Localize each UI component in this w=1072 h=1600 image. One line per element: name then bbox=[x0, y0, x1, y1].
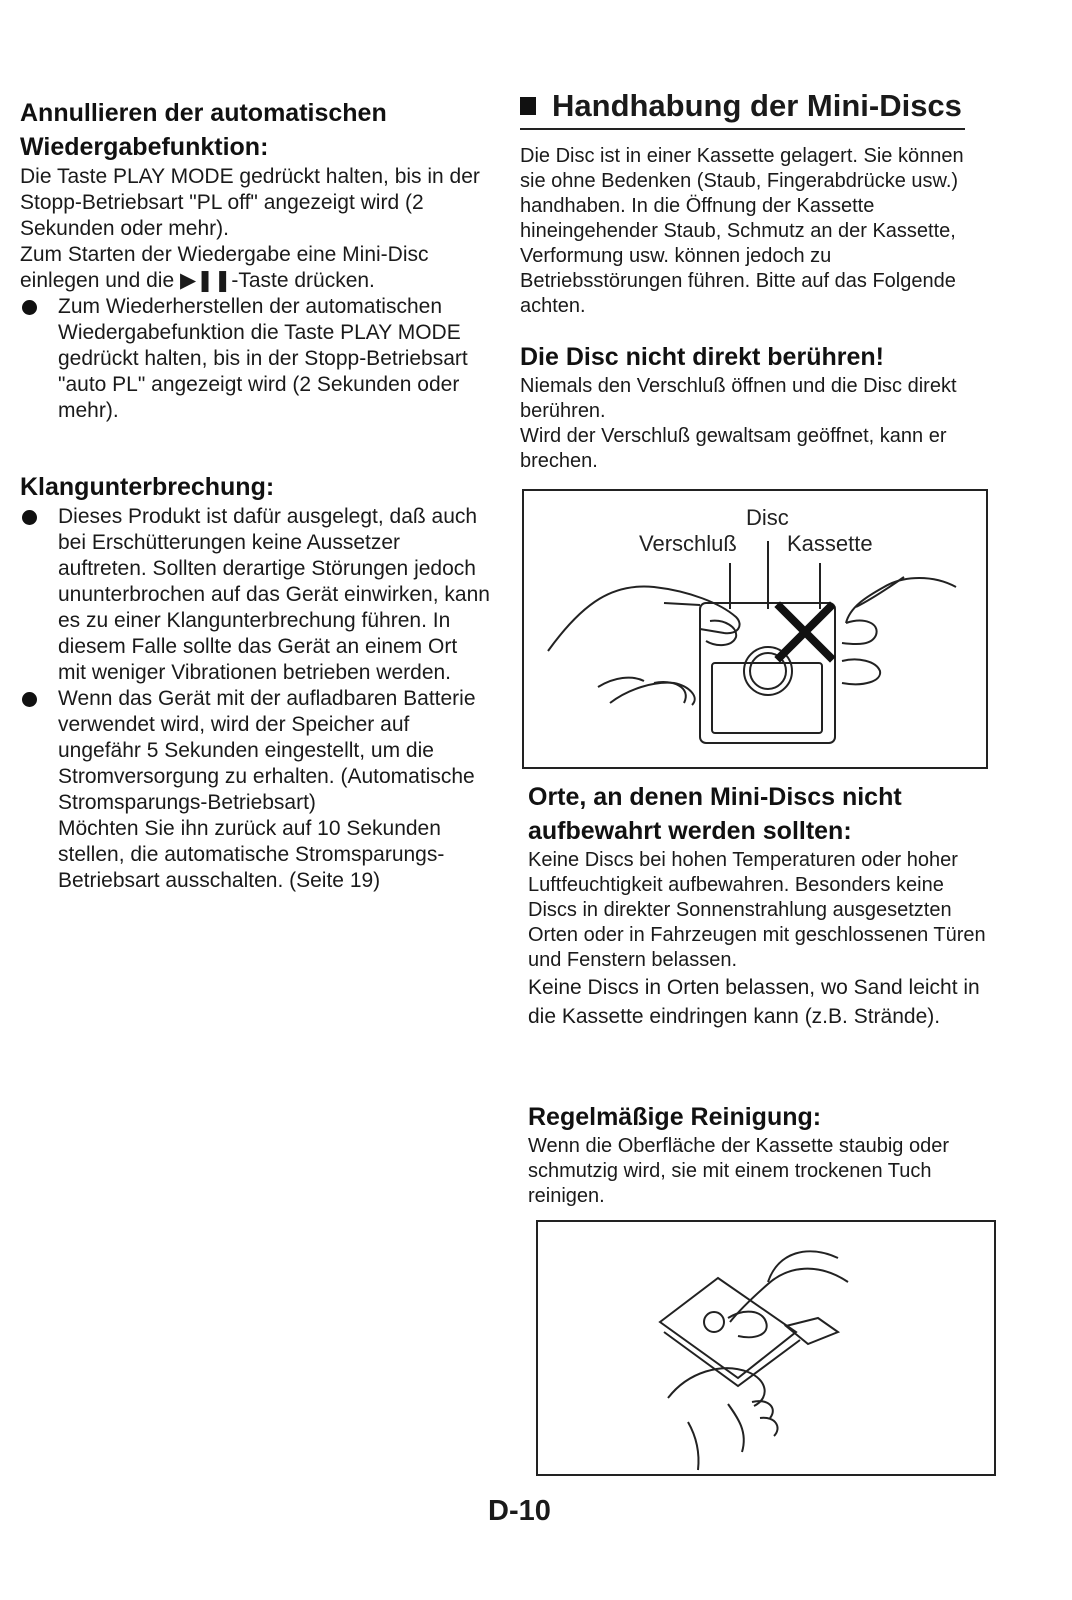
page-number: D-10 bbox=[488, 1495, 551, 1527]
main-heading bbox=[520, 86, 965, 130]
paragraph-shutter-break: Wird der Verschluß gewaltsam geöffnet, kann er brechen. bbox=[520, 425, 947, 472]
bullet-battery-continuation: Möchten Sie ihn zurück auf 10 Sekunden stellen, die automatische Stromsparungs-Betriebsart ausschalten. (Seite 19) bbox=[58, 817, 445, 892]
main-heading-wrap bbox=[520, 86, 965, 130]
play-pause-icon: ▶❚❚ bbox=[179, 269, 232, 292]
label-cassette: Kassette bbox=[787, 531, 873, 556]
bullet-restore-auto-play bbox=[20, 294, 490, 424]
start-playback-text-a: Zum Starten der Wiedergabe eine Mini-Disc einlegen und die bbox=[20, 243, 429, 292]
heading-storage-line1: Orte, an denen Mini-Discs nicht bbox=[528, 783, 902, 811]
heading-cancel-auto-play-line1: Annullieren der automatischen bbox=[20, 99, 387, 127]
section-storage-places bbox=[528, 780, 990, 1031]
paragraph-play-mode-hold: Die Taste PLAY MODE gedrückt halten, bis in der Stopp-Betriebsart "PL off" angezeigt wird (2 Sekunden oder mehr). bbox=[20, 165, 480, 240]
section-sound-interruption bbox=[20, 470, 490, 894]
paragraph-never-open: Niemals den Verschluß öffnen und die Disc direkt berühren. bbox=[520, 375, 957, 422]
paragraph-intro: Die Disc ist in einer Kassette gelagert. Sie können sie ohne Bedenken (Staub, Fingerabdrücke usw.) handhaben. In die Öffnung der Kassette hineingehender Staub, Schmutz an der Kassette, Verformung usw. können jedoch zu Betriebsstörungen führen. Bitte auf das Folgende achten. bbox=[520, 145, 964, 317]
heading-do-not-touch: Die Disc nicht direkt berühren! bbox=[520, 343, 884, 371]
start-playback-text-b: -Taste drücken. bbox=[231, 269, 375, 292]
paragraph-temperature-humidity: Keine Discs bei hohen Temperaturen oder hoher Luftfeuchtigkeit aufbewahren. Besonders keine Discs in direkter Sonnenstrahlung ausgesetzten Orten oder in Fahrzeugen mit geschlossenen Türen und Fenstern belassen. bbox=[528, 849, 986, 971]
hands-holding-minidisc-illustration bbox=[524, 491, 986, 767]
hand-cleaning-cassette-illustration bbox=[538, 1222, 994, 1474]
label-disc: Disc bbox=[746, 505, 789, 530]
heading-sound-interruption: Klangunterbrechung: bbox=[20, 473, 275, 501]
bullet-battery-memory bbox=[20, 686, 490, 894]
bullet-restore-text: Zum Wiederherstellen der automatischen Wiedergabefunktion die Taste PLAY MODE gedrückt halten, bis in der Stopp-Betriebsart "auto PL" angezeigt wird (2 Sekunden oder mehr). bbox=[58, 295, 468, 422]
bullet-dot-icon bbox=[22, 510, 37, 525]
bullet-dot-icon bbox=[22, 692, 37, 707]
figure-cleaning bbox=[536, 1220, 996, 1476]
section-regular-cleaning bbox=[528, 1100, 993, 1209]
paragraph-cleaning: Wenn die Oberfläche der Kassette staubig oder schmutzig wird, sie mit einem trockenen Tuch reinigen. bbox=[528, 1135, 949, 1207]
paragraph-sand: Keine Discs in Orten belassen, wo Sand leicht in die Kassette eindringen kann (z.B. Strände). bbox=[528, 976, 980, 1028]
heading-storage-line2: aufbewahrt werden sollten: bbox=[528, 817, 852, 845]
section-do-not-touch bbox=[520, 340, 990, 474]
square-bullet-icon bbox=[520, 97, 536, 115]
paragraph-start-playback bbox=[20, 242, 490, 294]
section-cancel-auto-play bbox=[20, 96, 490, 424]
bullet-dot-icon bbox=[22, 300, 37, 315]
main-heading-text: Handhabung der Mini-Discs bbox=[552, 88, 962, 123]
figure-do-not-touch bbox=[522, 489, 988, 769]
bullet-vibration-text: Dieses Produkt ist dafür ausgelegt, daß auch bei Erschütterungen keine Aussetzer auftreten. Sollten derartige Störungen jedoch ununterbrochen auf das Gerät einwirken, kann es zu einer Klangunterbrechung führen. In diesem Falle sollte das Gerät an einem Ort mit weniger Vibrationen betrieben werden. bbox=[58, 505, 490, 684]
heading-cancel-auto-play-line2: Wiedergabefunktion: bbox=[20, 133, 269, 161]
bullet-battery-text: Wenn das Gerät mit der aufladbaren Batterie verwendet wird, wird der Speicher auf ungefähr 5 Sekunden eingestellt, um die Stromversorgung zu erhalten. (Automatische Stromsparungs-Betriebsart) bbox=[58, 687, 476, 814]
bullet-vibration bbox=[20, 504, 490, 686]
label-shutter: Verschluß bbox=[639, 531, 737, 556]
heading-regular-cleaning: Regelmäßige Reinigung: bbox=[528, 1103, 822, 1131]
